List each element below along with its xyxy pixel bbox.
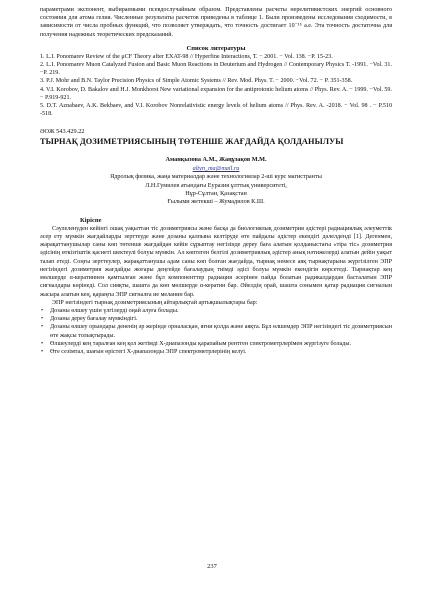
advantages-list xyxy=(40,307,392,356)
bullet-icon: • xyxy=(41,340,44,347)
article-authors: Аманқызова А.М., Жаңұзақов М.М. xyxy=(165,156,267,164)
affiliation-line: Ядролық физика, жаңа материалдар және технологиялар 2-ші курс магистранты xyxy=(110,173,322,181)
bullet-icon: • xyxy=(41,348,44,355)
affiliation-line: Нұр-Сұлтан, Қазақстан xyxy=(185,190,247,198)
list-item xyxy=(40,315,392,323)
body-paragraph: ЭПР негізіндегі тырнақ дозиметриясының айтарлықтай артықшылықтары бар: xyxy=(52,299,258,306)
list-item-text: Дозаны өлшеу орындары дененің әр жерінде орналасқан, яғни қолда және аяқта. Бұл өлшемдер ЭПР негізіндегі тіс дозиметриясын өте жақсы толықтырады. xyxy=(50,324,392,339)
bullet-icon: • xyxy=(41,324,44,331)
author-email-link[interactable]: altyn_ma@mail.ru xyxy=(192,164,240,172)
reference-item: 3. P.J. Mohr and B.N. Taylor Precision Physics of Simple Atomic Systems // Rev. Mod. Phys. T. − 2000. −Vol. 72. − P. 351-358. xyxy=(40,78,353,85)
list-item xyxy=(40,323,392,339)
reference-item: 4. V.I. Korobov, D. Bakalov and H.J. Monkhorst New variational expansion for the antiprotonic helium atoms // Phys. Rev. A. − 1999. −Vol. 59. − P.919-921. xyxy=(40,86,392,101)
bullet-icon: • xyxy=(41,316,44,323)
reference-item: 2. L.I. Ponomarev Muon Catalyzed Fusion and Basic Muon Reactions in Deuterium and Hydrogen // Contemporary Physics T. -1991. −Vol. 31. −P. 219. xyxy=(40,62,392,77)
article-title: ТЫРНАҚ ДОЗИМЕТРИЯСЫНЫҢ ТӨТЕНШЕ ЖАҒДАЙДА ҚОЛДАНЫЛУЫ xyxy=(40,137,344,147)
affiliation-line: Л.Н.Гумилев атындағы Еуразия ұлттық университеті, xyxy=(145,181,287,189)
section-heading: Кіріспе xyxy=(80,216,102,224)
bullet-icon: • xyxy=(41,307,44,314)
page-content xyxy=(40,6,392,356)
udk-code: ӘОЖ 543.429.22 xyxy=(40,128,85,136)
list-item xyxy=(40,348,392,356)
reference-item: 1. L.I. Ponomarev Review of the μCF Theory after EXAT-98 // Hyperfine Interactions, T. − 2001. − Vol. 138. −P. 15-23. xyxy=(40,53,333,60)
list-item-text: Дозаны өлшеу үшін үлгілерді оңай алуға болады. xyxy=(50,307,179,314)
list-item-text: Өлшеулерді кең таралған кең қол жетімді X-диапазонды қарапайым рентген спектрометрлерімен жүргізуге болады. xyxy=(50,340,351,347)
list-item-text: Дозаны дереу бағалау мүмкіндігі. xyxy=(50,316,138,323)
list-item xyxy=(40,340,392,348)
references-list xyxy=(40,53,392,119)
reference-item: 5. D.T. Aznabaev, A.K. Bekbaev, and V.I. Korobov Nonrelativistic energy levels of helium atoms // Phys. Rev. A. -2018. − Vol. 98 . − P.510 -518. xyxy=(40,103,392,118)
author-email-line xyxy=(40,165,392,173)
page-number: 237 xyxy=(207,563,217,570)
list-item-text: Өте сезімтал, шағын өрістегі X-диапазонды ЭПР спектрометрлерінің келуі. xyxy=(50,348,247,355)
body-paragraph: Сәулеленуден кейінгі ошақ уақыттан тіс дозиметриясы және басқа да биологиялық дозиметрия әдістері радиациялық әлеуметтік әсер ету мүмкін жағдайларды зерттеуде және дозаны қалпына келтіруде өте пайдалы әдістер екендігі дәлелденді [1]. Дегенмен, жарақаттанушылар саны көп төтенше жағдайдан кейін сұрыптау негізінде дереу баға алатын қолданыстағы «тіра тіс» дозиметрия әдісінің өткізгіштік қасиеті шектеулі болуы мүмкін. Ал көптеген белгілі дозиметриялық әдістер анық нәтижелерді алатын дейін уақыт талап етеді. Соңғы зерттеулер, жарақаттанушы адам саны көп болған жағдайда, тырнақ немесе аяқ тырнақтарына жүргізілген ЭПР негізіндегі дозиметрия жағдайды жоғары деңгейде бағалаудың тиімді әдісі болуы мүмкін екендігін көрсетеді. Тырнақтар кең мөлшерде α-кератиннен қамтылған және бұл компоненттер радиация әсерінен пайда болатын радикалдардан басталатын ЭПР сигналдары көрінеді. Сол сияқты, шашта да көп мөлшерде α-кератин бар. Әйелдің орай, шашта сонымен қатар радиация сигналын жасыра алатын кең, қараңғы ЭПР сигналға ие меланин бар. xyxy=(40,225,392,298)
list-item xyxy=(40,307,392,315)
references-title: Список литературы xyxy=(186,44,246,52)
intro-paragraph: параметрами экспонент, выбираемыми псевдослучайным образом. Представлены расчеты нерелятивистских энергий основного состояния для атома гелия. Численные результаты расчетов приведены в таблице 1. Были произведены исследования сходимости, в зависимости от числа пробных функций, что позволяет утверждать, что точность достигает 10⁻¹⁵ а.е. Эта точность достаточна для получения надежных теоретических предсказаний. xyxy=(40,7,392,38)
supervisor-line: Ғылыми жетекші – Жумадилов К.Ш. xyxy=(167,198,265,206)
